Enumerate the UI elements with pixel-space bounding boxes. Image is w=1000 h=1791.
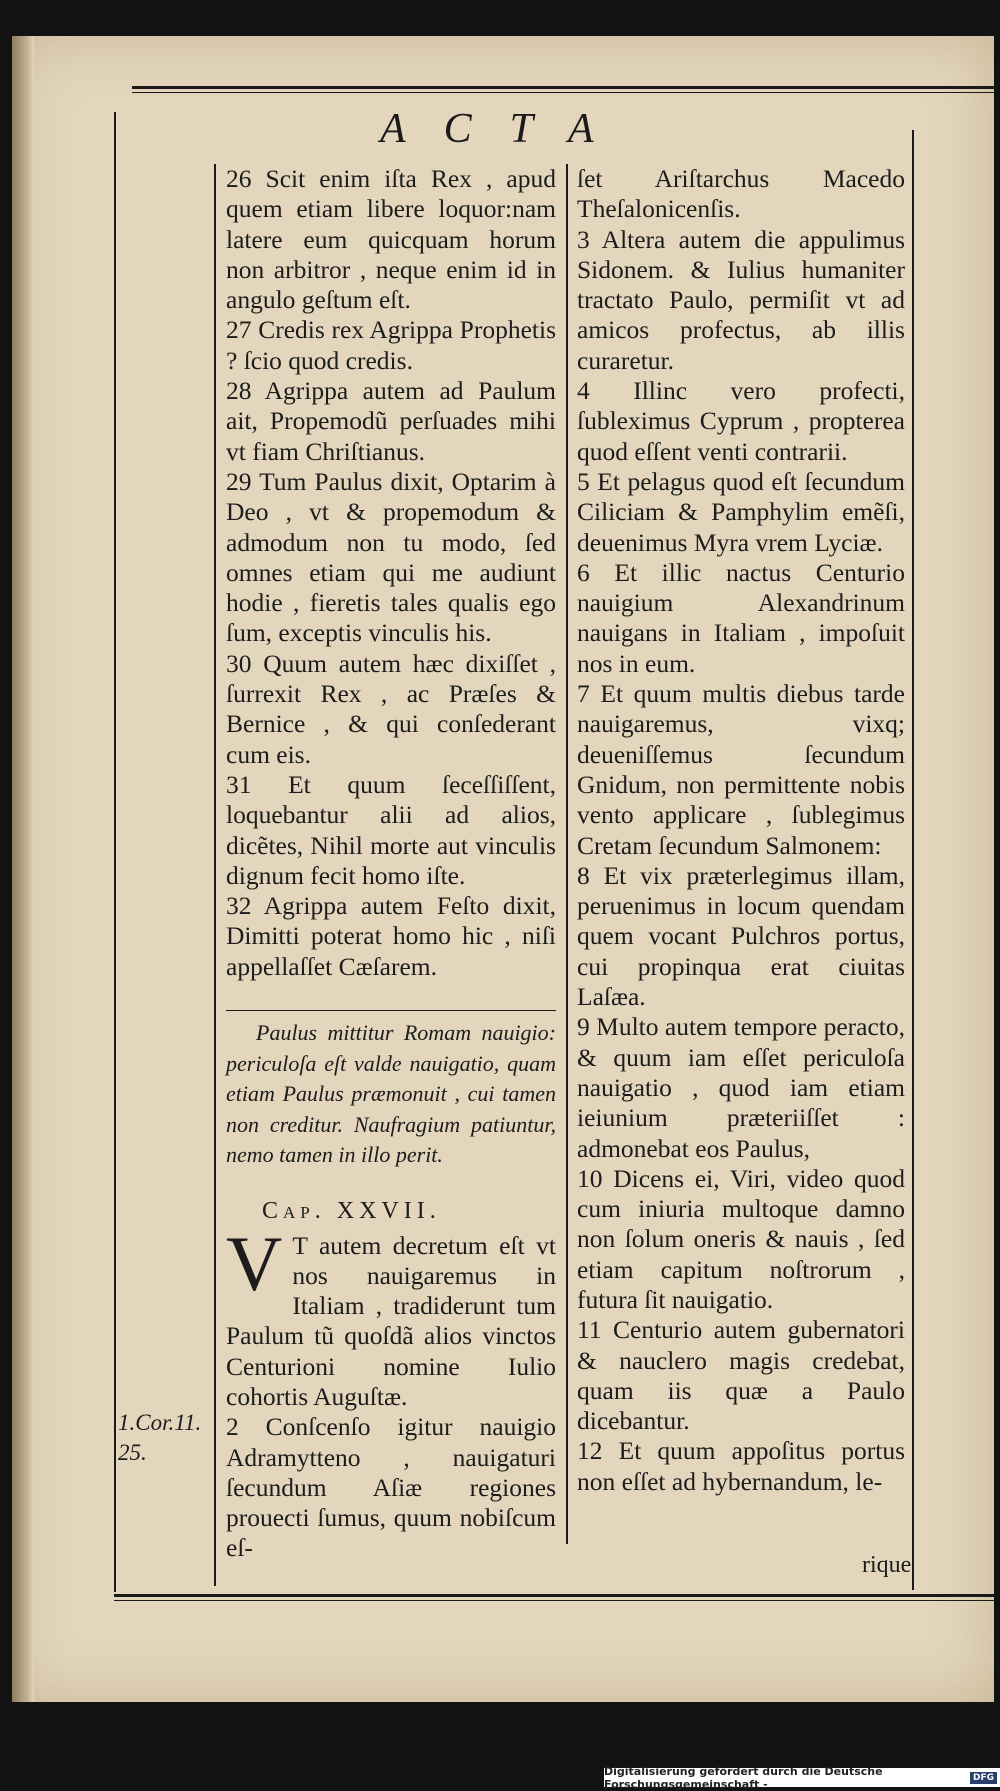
right-text-column bbox=[577, 164, 905, 1497]
verse: 26 Scit enim iſta Rex , apud quem etiam libere loquor:nam latere eum quicquam horum non arbitror , neque enim id in angulo geſtum eſt. bbox=[226, 164, 556, 315]
page-title: ACTA bbox=[380, 106, 632, 152]
verse: 27 Credis rex Agrippa Prophetis ? ſcio quod credis. bbox=[226, 315, 556, 375]
verse: 8 Et vix præterlegimus illam, peruenimus in locum quendam quem vocant Pulchros portus, cui propinqua erat ciuitas Laſæa. bbox=[577, 860, 905, 1012]
top-rule-thin bbox=[132, 92, 994, 93]
drop-cap-letter: V bbox=[226, 1219, 283, 1307]
verse: 2 Conſcenſo igitur nauigio Adramytteno , nauigaturi ſecundum Aſiæ regiones prouecti ſumus, quum nobiſcum eſ- bbox=[226, 1412, 556, 1563]
top-double-rule bbox=[132, 86, 994, 89]
dfg-logo-icon: DFG bbox=[970, 1772, 997, 1784]
verse: 7 Et quum multis diebus tarde nauigaremus, vixq; deueniſſemus ſecundum Gnidum, non permittente nobis vento applicare , ſublegimus Cretam ſecundum Salmonem: bbox=[577, 679, 905, 860]
left-frame-rule bbox=[114, 112, 116, 1592]
bottom-rule bbox=[114, 1594, 994, 1597]
digitization-credit-text: Digitalisierung gefördert durch die Deutsche Forschungsgemeinschaft - bbox=[604, 1764, 883, 1791]
digitization-credit bbox=[604, 1764, 1000, 1791]
verse: 6 Et illic nactus Centurio nauigium Alexandrinum nauigans in Italiam , impoſuit nos in eum. bbox=[577, 557, 905, 678]
chapter-summary: Paulus mittitur Romam nauigio: periculoſa eſt valde nauigatio, quam etiam Paulus præmonuit , cui tamen non creditur. Naufragium patiuntur, nemo tamen in illo perit. bbox=[226, 1020, 556, 1168]
column-divider-rule bbox=[566, 164, 568, 1544]
column-left-rule bbox=[214, 164, 216, 1586]
verse: 31 Et quum ſeceſſiſſent, loquebantur alii ad alios, dicẽtes, Nihil morte aut vinculis dignum fecit homo iſte. bbox=[226, 769, 556, 890]
verse: 29 Tum Paulus dixit, Optarim à Deo , vt & propemodum & admodum non tu modo, ſed omnes etiam qui me audiunt hodie , fieretis tales qualis ego ſum, exceptis vinculis his. bbox=[226, 466, 556, 648]
marginal-reference-line: 25. bbox=[118, 1440, 147, 1465]
left-text-column bbox=[226, 164, 556, 1564]
verse: 28 Agrippa autem ad Paulum ait, Propemodũ perſuades mihi vt fiam Chriſtianus. bbox=[226, 376, 556, 466]
verse: 30 Quum autem hæc dixiſſet , ſurrexit Rex , ac Præſes & Bernice , & qui conſederant cum eis. bbox=[226, 648, 556, 769]
bottom-rule-thin bbox=[114, 1600, 994, 1601]
verse: 5 Et pelagus quod eſt ſecundum Ciliciam & Pamphylim emẽſi, deuenimus Myra vrem Lyciæ. bbox=[577, 466, 905, 557]
marginal-reference-line: 1.Cor.11. bbox=[118, 1410, 202, 1435]
verse: 12 Et quum appoſitus portus non eſſet ad hybernandum, le- bbox=[577, 1436, 905, 1496]
right-frame-rule bbox=[912, 130, 914, 1590]
verse: ſet Ariſtarchus Macedo Theſalonicenſis. bbox=[577, 164, 905, 224]
verse: 32 Agrippa autem Feſto dixit, Dimitti poterat homo hic , niſi appellaſſet Cæſarem. bbox=[226, 891, 556, 981]
verse: 3 Altera autem die appulimus Sidonem. & Iulius humaniter tractato Paulo, permiſit vt ad amicos profectus, ab illis curaretur. bbox=[577, 224, 905, 375]
page-gutter-shadow bbox=[12, 36, 34, 1702]
chapter-summary-block bbox=[226, 1018, 556, 1171]
verse: 11 Centurio autem gubernatori & nauclero magis credebat, quam iis quæ a Paulo dicebantur. bbox=[577, 1315, 905, 1436]
verse: 9 Multo autem tempore peracto, & quum iam eſſet periculoſa nauigatio , quod iam etiam ieiunium præteriiſſet : admonebat eos Paulus, bbox=[577, 1012, 905, 1163]
verse-1 bbox=[226, 1219, 556, 1413]
catchword: rique bbox=[862, 1552, 912, 1578]
verse: 4 Illinc vero profecti, ſubleximus Cyprum , propterea quod eſſent venti contrarii. bbox=[577, 376, 905, 466]
verse-1-text: T autem decretum eſt vt nos nauigaremus in Italiam , tradiderunt tum Paulum tũ quoſdã alios vinctos Centurioni nomine Iulio cohortis Auguſtæ. bbox=[226, 1230, 556, 1411]
chapter-heading: Cap. XXVII. bbox=[262, 1197, 441, 1224]
marginal-reference bbox=[118, 1408, 208, 1468]
verse: 10 Dicens ei, Viri, video quod cum iniuria multoque damno non ſolum oneris & nauis , ſed etiam capitum noſtrorum , futura ſit nauigatio. bbox=[577, 1163, 905, 1314]
